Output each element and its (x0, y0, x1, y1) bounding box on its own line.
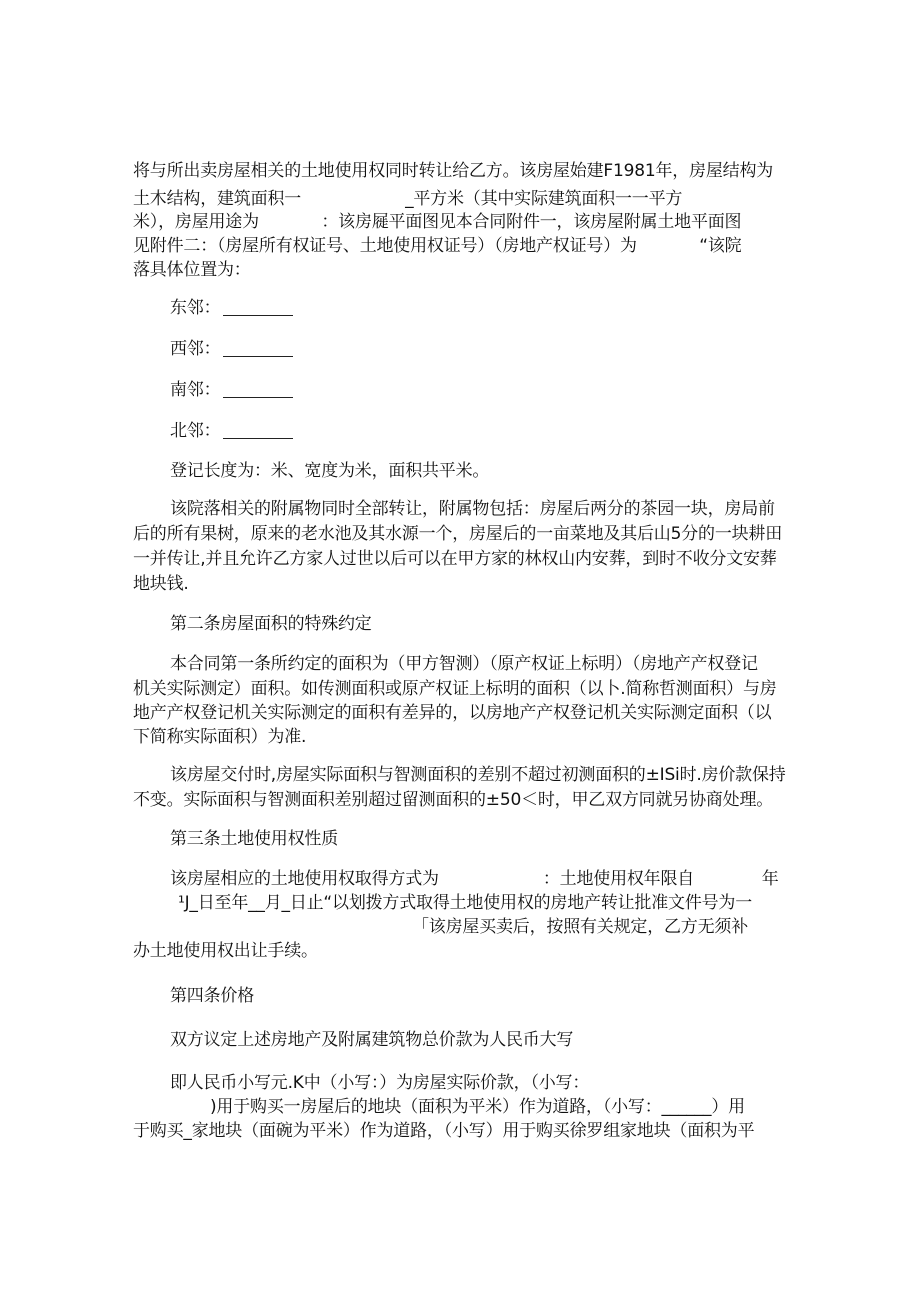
text-line: 土木结构，建筑面积一 _平方米（其中实际建筑面积一一平方 (133, 189, 683, 209)
text-line: 于购买_家地块（面碗为平米）作为道路，（小写）用于购买徐罗组家地块（面积为平 (133, 1121, 755, 1141)
text-line: 米），房屋用途为 ：该房屣平面图见本合同附件一，该房屋附属土地平面图 (133, 212, 742, 232)
neighbor-west-blank (223, 356, 293, 357)
text-line: )用于购买一房屋后的地块（面积为平米）作为道路，（小写：______）用 (210, 1097, 745, 1117)
text-line: 落具体位置为： (133, 260, 251, 280)
total-price-line: 双方议定上述房地产及附属建筑物总价款为人民币大写 (170, 1030, 574, 1050)
text-line: ¹J_日至年__月_日止“以划拨方式取得土地使用权的房地产转让批准文件号为一 (178, 893, 753, 913)
neighbor-east-label: 东邻： (170, 298, 221, 318)
register-dimensions-line: 登记长度为：米、宽度为米，面积共平米。 (170, 461, 490, 481)
article-4-title: 第四条价格 (170, 986, 254, 1006)
text-line: 地块钱. (133, 574, 189, 594)
neighbor-south-blank (223, 397, 293, 398)
neighbor-south-label: 南邻： (170, 380, 221, 400)
text-line: 见附件二：（房屋所有权证号、土地使用权证号）（房地产权证号）为 “该院 (133, 236, 742, 256)
text-line: 即人民币小写元.K中（小写：）为房屋实际价款，（小写： (170, 1073, 590, 1093)
text-line: 后的所有果树，原来的老水池及其水源一个，房屋后的一亩菜地及其后山5分的一块耕田 (133, 524, 783, 544)
text-line: 下简称实际面积）为准. (133, 727, 307, 747)
neighbor-west-label: 西邻： (170, 339, 221, 359)
neighbor-north-blank (223, 438, 293, 439)
text-line: 一并传让,并且允许乙方家人过世以后可以在甲方家的林权山内安葬，到时不收分文安葬 (133, 549, 777, 569)
neighbor-east-blank (223, 315, 293, 316)
text-line: 不变。实际面积与智测面积差别超过留测面积的±50＜时，甲乙双方同就另协商处理。 (133, 790, 774, 810)
text-line: 「该房屋买卖后，按照有关规定，乙方无须补 (412, 917, 748, 937)
text-line: 本合同第一条所约定的面积为（甲方智测）（原产权证上标明）（房地产产权登记 (170, 654, 758, 674)
article-3-title: 第三条土地使用权性质 (170, 829, 338, 849)
text-line: 将与所出卖房屋相关的土地使用权同时转让给乙方。该房屋始建F1981年，房屋结构为 (133, 161, 774, 181)
text-line: 机关实际测定）面积。如传测面积或原产权证上标明的面积（以卜.简称哲测面积）与房 (133, 679, 777, 699)
article-2-title: 第二条房屋面积的特殊约定 (170, 614, 372, 634)
text-line: 该院落相关的附属物同时全部转让，附属物包括：房屋后两分的茶园一块，房局前 (170, 499, 775, 519)
text-line: 地产产权登记机关实际测定的面积有差异的，以房地产产权登记机关实际测定面积（以 (133, 703, 772, 723)
neighbor-north-label: 北邻： (170, 421, 221, 441)
text-line: 办土地使用权出让手续。 (133, 941, 318, 961)
text-line: 该房屋相应的土地使用权取得方式为 ：土地使用权年限自 年 (170, 869, 779, 889)
text-line: 该房屋交付时,房屋实际面积与智测面积的差别不超过初测面积的±ISi时.房价款保持 (170, 765, 786, 785)
